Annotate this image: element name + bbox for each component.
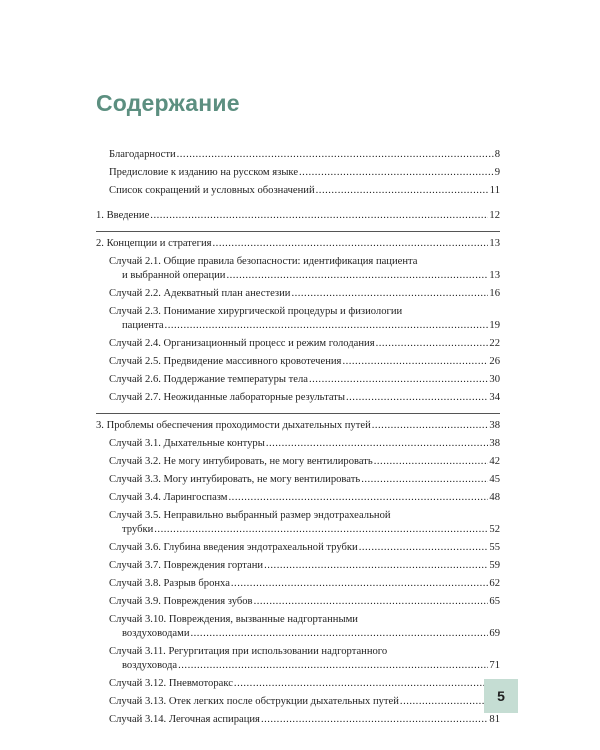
toc-page-number: 69 xyxy=(489,628,500,639)
toc-case-title: Случай 3.2. Не могу интубировать, не могу вентилировать xyxy=(109,456,373,467)
toc-page-number: 38 xyxy=(489,420,500,431)
toc-page-number: 13 xyxy=(489,270,500,281)
toc-case-entry[interactable] xyxy=(96,695,500,709)
toc-case-entry[interactable] xyxy=(96,337,500,351)
toc-page-number: 34 xyxy=(489,392,500,403)
toc-case-title: Случай 3.7. Повреждения гортани xyxy=(109,560,264,571)
dot-leader xyxy=(226,269,488,283)
toc-page-number: 71 xyxy=(489,660,500,671)
toc-case-title-line: Случай 3.11. Регургитация при использовании надгортанного xyxy=(109,646,388,657)
toc-page-number: 52 xyxy=(489,524,500,535)
toc-case-entry[interactable] xyxy=(96,373,500,387)
toc-page-number: 26 xyxy=(489,356,500,367)
dot-leader xyxy=(291,287,488,301)
toc-page-number: 12 xyxy=(489,210,500,221)
dot-leader xyxy=(165,319,489,333)
toc-page-number: 42 xyxy=(489,456,500,467)
toc-case-title: Случай 3.8. Разрыв бронха xyxy=(109,578,230,589)
dot-leader xyxy=(342,355,488,369)
toc-chapter-entry[interactable] xyxy=(96,419,500,433)
toc-preface-group xyxy=(96,148,500,209)
toc-page-number: 19 xyxy=(489,320,500,331)
toc-case-title: Случай 3.9. Повреждения зубов xyxy=(109,596,253,607)
toc-chapter-entry[interactable] xyxy=(96,237,500,251)
toc-case-entry[interactable] xyxy=(96,713,500,727)
dot-leader xyxy=(372,419,489,433)
dot-leader xyxy=(150,209,488,223)
dot-leader xyxy=(309,373,488,387)
dot-leader xyxy=(374,455,489,469)
page-number: 5 xyxy=(497,688,505,704)
dot-leader xyxy=(234,677,488,691)
toc-case-title: Случай 3.6. Глубина введения эндотрахеальной трубки xyxy=(109,542,358,553)
toc-page-number: 45 xyxy=(489,474,500,485)
toc-case-title: трубки xyxy=(122,524,154,535)
toc-case-title-line: Случай 3.5. Неправильно выбранный размер эндотрахеальной xyxy=(109,510,391,521)
toc-case-title: Случай 2.7. Неожиданные лабораторные результаты xyxy=(109,392,345,403)
toc-case-entry[interactable] xyxy=(96,437,500,451)
toc-case-entry[interactable] xyxy=(96,491,500,505)
dot-leader xyxy=(190,627,488,641)
toc-case-entry[interactable] xyxy=(96,677,500,691)
dot-leader xyxy=(213,237,489,251)
toc-page-number: 9 xyxy=(494,167,500,178)
toc-case-entry[interactable] xyxy=(96,355,500,369)
toc-page-number: 22 xyxy=(489,338,500,349)
toc-case-title: и выбранной операции xyxy=(122,270,226,281)
dot-leader xyxy=(154,523,488,537)
dot-leader xyxy=(359,541,489,555)
toc-case-entry[interactable] xyxy=(96,559,500,573)
toc-case-entry[interactable] xyxy=(96,595,500,609)
toc-case-title: Случай 2.2. Адекватный план анестезии xyxy=(109,288,291,299)
dot-leader xyxy=(254,595,489,609)
toc-chapter-entry[interactable] xyxy=(96,209,500,223)
toc-page-number: 62 xyxy=(489,578,500,589)
table-of-contents xyxy=(96,148,500,735)
toc-case-title: Случай 2.4. Организационный процесс и режим голодания xyxy=(109,338,375,349)
toc-page-number: 38 xyxy=(489,438,500,449)
toc-case-entry[interactable] xyxy=(96,473,500,487)
toc-page-number: 11 xyxy=(489,185,500,196)
toc-page-number: 65 xyxy=(489,596,500,607)
dot-leader xyxy=(261,713,488,727)
dot-leader xyxy=(177,148,494,162)
page-title: Содержание xyxy=(96,90,240,116)
toc-case-entry[interactable] xyxy=(96,391,500,405)
dot-leader xyxy=(299,166,494,180)
toc-case-entry[interactable] xyxy=(96,509,500,537)
toc-page-number: 16 xyxy=(489,288,500,299)
toc-chapter-title: 2. Концепции и стратегия xyxy=(96,238,212,249)
dot-leader xyxy=(178,659,488,673)
toc-case-title: Случай 3.12. Пневмоторакс xyxy=(109,678,233,689)
toc-case-title: пациента xyxy=(122,320,164,331)
dot-leader xyxy=(361,473,488,487)
toc-page-number: 48 xyxy=(489,492,500,503)
toc-case-title-line: Случай 2.3. Понимание хирургической процедуры и физиологии xyxy=(109,306,403,317)
dot-leader xyxy=(376,337,489,351)
toc-case-title: воздуховода xyxy=(122,660,178,671)
toc-case-entry[interactable] xyxy=(96,577,500,591)
toc-entry-title: Предисловие к изданию на русском языке xyxy=(109,167,299,178)
toc-case-entry[interactable] xyxy=(96,541,500,555)
dot-leader xyxy=(400,695,488,709)
toc-page-number: 81 xyxy=(489,714,500,725)
toc-page-number: 13 xyxy=(489,238,500,249)
toc-chapter-title: 3. Проблемы обеспечения проходимости дыхательных путей xyxy=(96,420,371,431)
dot-leader xyxy=(266,437,489,451)
toc-case-title: Случай 3.1. Дыхательные контуры xyxy=(109,438,265,449)
toc-entry-title: Благодарности xyxy=(109,149,176,160)
toc-entry-title: Список сокращений и условных обозначений xyxy=(109,185,315,196)
toc-case-entry[interactable] xyxy=(96,455,500,469)
toc-entry-abbreviations[interactable] xyxy=(96,184,500,198)
toc-chapter-title: 1. Введение xyxy=(96,210,150,221)
toc-case-entry[interactable] xyxy=(96,255,500,283)
dot-leader xyxy=(231,577,489,591)
toc-chapter-group xyxy=(96,209,500,231)
toc-case-entry[interactable] xyxy=(96,645,500,673)
toc-case-entry[interactable] xyxy=(96,305,500,333)
toc-case-title: Случай 3.4. Ларингоспазм xyxy=(109,492,228,503)
toc-case-title: Случай 3.13. Отек легких после обструкции дыхательных путей xyxy=(109,696,399,707)
toc-chapter-group xyxy=(96,413,500,735)
toc-case-title: Случай 3.3. Могу интубировать, не могу вентилировать xyxy=(109,474,361,485)
toc-page-number: 55 xyxy=(489,542,500,553)
toc-entry-russian-preface[interactable] xyxy=(96,166,500,180)
toc-chapter-group xyxy=(96,231,500,413)
toc-case-title: Случай 2.6. Поддержание температуры тела xyxy=(109,374,308,385)
toc-case-title: воздуховодами xyxy=(122,628,190,639)
toc-page-number: 30 xyxy=(489,374,500,385)
dot-leader xyxy=(229,491,489,505)
toc-case-title: Случай 3.14. Легочная аспирация xyxy=(109,714,260,725)
dot-leader xyxy=(316,184,489,198)
toc-case-title-line: Случай 2.1. Общие правила безопасности: идентификация пациента xyxy=(109,256,418,267)
toc-case-title-line: Случай 3.10. Повреждения, вызванные надгортанными xyxy=(109,614,358,625)
toc-case-entry[interactable] xyxy=(96,613,500,641)
toc-page-number: 8 xyxy=(494,149,500,160)
dot-leader xyxy=(264,559,488,573)
dot-leader xyxy=(346,391,488,405)
toc-entry-acknowledgements[interactable] xyxy=(96,148,500,162)
page-number-badge xyxy=(484,679,518,713)
toc-page-number: 59 xyxy=(489,560,500,571)
toc-case-entry[interactable] xyxy=(96,287,500,301)
toc-case-title: Случай 2.5. Предвидение массивного кровотечения xyxy=(109,356,342,367)
